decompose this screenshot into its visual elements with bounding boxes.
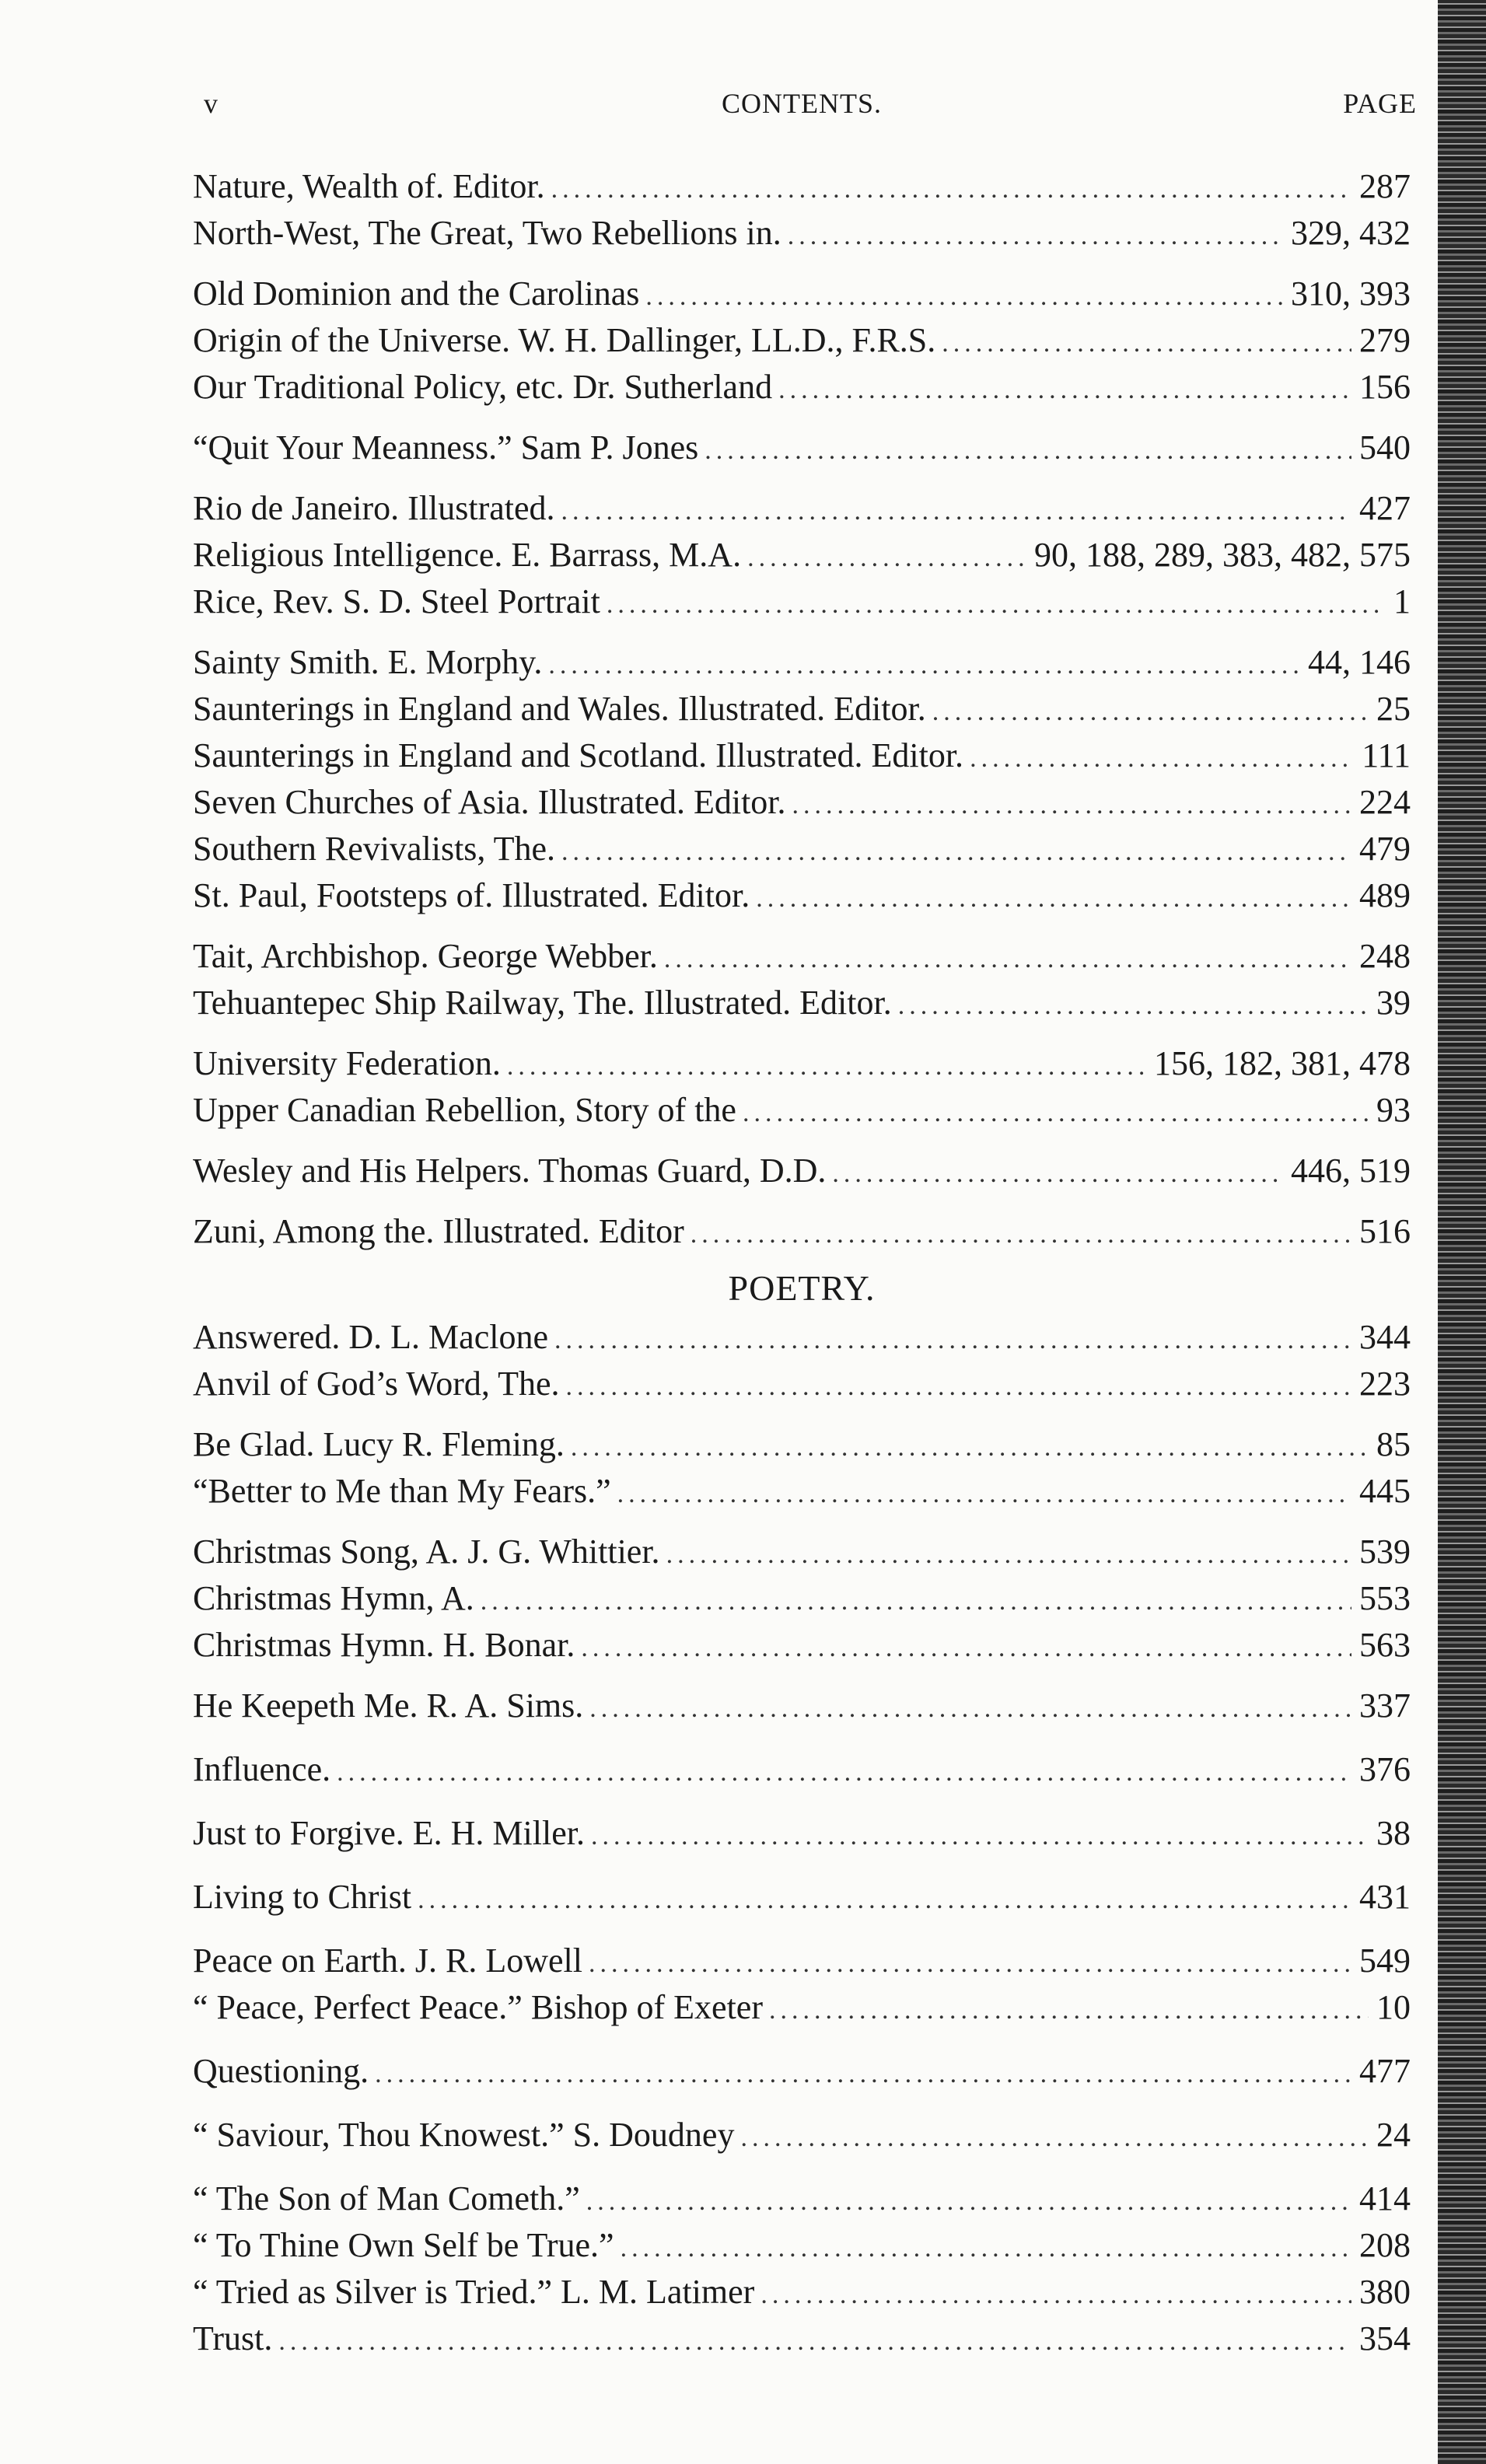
entry-title: Trust. — [193, 2315, 278, 2362]
contents-entry — [187, 364, 1417, 411]
entry-title: Southern Revivalists, The. — [193, 826, 561, 872]
entry-pages: 310, 393 — [1283, 271, 1411, 317]
page-header — [187, 87, 1417, 134]
entry-title: Christmas Hymn. H. Bonar. — [193, 1622, 581, 1669]
entry-title: Nature, Wealth of. Editor. — [193, 163, 551, 210]
entry-pages: 38 — [1369, 1810, 1411, 1857]
dot-leader — [645, 274, 1283, 320]
contents-entry — [187, 1148, 1417, 1194]
entry-title: Upper Canadian Rebellion, Story of the — [193, 1087, 743, 1134]
entry-title: Origin of the Universe. W. H. Dallinger, LL.D., F.R.S. — [193, 317, 942, 364]
contents-entry — [187, 1683, 1417, 1729]
entry-pages: 380 — [1351, 2269, 1411, 2315]
contents-entry — [187, 210, 1417, 257]
entry-pages: 1 — [1386, 578, 1411, 625]
dot-leader — [666, 1532, 1351, 1578]
entry-pages: 553 — [1351, 1575, 1411, 1622]
dot-leader — [278, 2319, 1351, 2365]
entry-title: Saunterings in England and Wales. Illustrated. Editor. — [193, 686, 932, 732]
dot-leader — [586, 2179, 1351, 2225]
page-title: CONTENTS. — [722, 88, 882, 119]
entry-pages: 10 — [1369, 1984, 1411, 2031]
dot-leader — [418, 1877, 1351, 1924]
dot-leader — [740, 2115, 1369, 2162]
entry-title: “ Peace, Perfect Peace.” Bishop of Exeter — [193, 1984, 769, 2031]
entry-title: Tait, Archbishop. George Webber. — [193, 933, 664, 980]
contents-entry — [187, 317, 1417, 364]
contents-entry — [187, 2112, 1417, 2158]
contents-entry — [187, 1529, 1417, 1575]
entry-title: Saunterings in England and Scotland. Illustrated. Editor. — [193, 732, 970, 779]
contents-entry — [187, 163, 1417, 210]
dot-leader — [337, 1749, 1351, 1796]
entry-title: Be Glad. Lucy R. Fleming. — [193, 1421, 571, 1468]
entry-title: Influence. — [193, 1746, 337, 1793]
contents-entry — [187, 2048, 1417, 2095]
entry-pages: 489 — [1351, 872, 1411, 919]
entry-title: “ Saviour, Thou Knowest.” S. Doudney — [193, 2112, 740, 2158]
entry-title: “ The Son of Man Cometh.” — [193, 2176, 586, 2222]
entry-pages: 344 — [1351, 1314, 1411, 1361]
entry-pages: 223 — [1351, 1361, 1411, 1407]
contents-entry — [187, 485, 1417, 532]
section-heading: POETRY. — [728, 1268, 876, 1308]
entry-pages: 414 — [1351, 2176, 1411, 2222]
contents-entry — [187, 732, 1417, 779]
entry-title: “Quit Your Meanness.” Sam P. Jones — [193, 425, 705, 471]
entry-title: Rice, Rev. S. D. Steel Portrait — [193, 578, 607, 625]
dot-leader — [589, 1686, 1351, 1732]
entry-pages: 446, 519 — [1283, 1148, 1411, 1194]
entry-pages: 479 — [1351, 826, 1411, 872]
contents-entry — [187, 425, 1417, 471]
dot-leader — [756, 876, 1351, 922]
entry-pages: 376 — [1351, 1746, 1411, 1793]
entry-pages: 539 — [1351, 1529, 1411, 1575]
dot-leader — [571, 1424, 1369, 1471]
dot-leader — [898, 983, 1369, 1029]
contents-entry — [187, 1208, 1417, 1255]
entry-title: Peace on Earth. J. R. Lowell — [193, 1938, 589, 1984]
entry-pages: 354 — [1351, 2315, 1411, 2362]
dot-leader — [561, 829, 1351, 876]
dot-leader — [581, 1625, 1351, 1672]
entry-pages: 85 — [1369, 1421, 1411, 1468]
dot-leader — [561, 488, 1351, 535]
entry-pages: 93 — [1369, 1087, 1411, 1134]
contents-entry — [187, 532, 1417, 578]
contents-entry — [187, 1810, 1417, 1857]
entry-pages: 44, 146 — [1300, 639, 1411, 686]
dot-leader — [932, 689, 1369, 736]
contents-entry — [187, 1087, 1417, 1134]
entry-title: Living to Christ — [193, 1874, 418, 1921]
contents-entry — [187, 1468, 1417, 1515]
entry-title: Wesley and His Helpers. Thomas Guard, D.D. — [193, 1148, 832, 1194]
book-edge-strip — [1438, 0, 1486, 2464]
dot-leader — [769, 1987, 1369, 2034]
dot-leader — [621, 2225, 1351, 2272]
contents-entry — [187, 1984, 1417, 2031]
entry-pages: 248 — [1351, 933, 1411, 980]
dot-leader — [507, 1043, 1146, 1090]
entry-title: He Keepeth Me. R. A. Sims. — [193, 1683, 589, 1729]
contents-entry — [187, 980, 1417, 1026]
entry-title: Just to Forgive. E. H. Miller. — [193, 1810, 591, 1857]
contents-entry — [187, 933, 1417, 980]
entry-pages: 24 — [1369, 2112, 1411, 2158]
entry-pages: 540 — [1351, 425, 1411, 471]
entry-title: University Federation. — [193, 1040, 507, 1087]
entry-title: North-West, The Great, Two Rebellions in. — [193, 210, 788, 257]
entry-title: Rio de Janeiro. Illustrated. — [193, 485, 561, 532]
entry-title: Zuni, Among the. Illustrated. Editor — [193, 1208, 691, 1255]
entry-title: Anvil of God’s Word, The. — [193, 1361, 565, 1407]
entry-pages: 208 — [1351, 2222, 1411, 2269]
dot-leader — [788, 213, 1283, 260]
entry-pages: 516 — [1351, 1208, 1411, 1255]
contents-entry — [187, 1040, 1417, 1087]
contents-page — [187, 0, 1417, 2464]
entry-pages: 156, 182, 381, 478 — [1146, 1040, 1411, 1087]
contents-entry — [187, 1746, 1417, 1793]
page-number-roman: v — [204, 88, 218, 119]
contents-entry — [187, 2315, 1417, 2362]
page-column-label: PAGE — [1343, 88, 1417, 119]
entry-pages: 111 — [1354, 732, 1411, 779]
contents-entry — [187, 578, 1417, 625]
contents-list — [187, 163, 1417, 2362]
contents-entry — [187, 1575, 1417, 1622]
dot-leader — [617, 1471, 1351, 1518]
entry-pages: 477 — [1351, 2048, 1411, 2095]
entry-pages: 329, 432 — [1283, 210, 1411, 257]
entry-title: Answered. D. L. Maclone — [193, 1314, 554, 1361]
entry-pages: 337 — [1351, 1683, 1411, 1729]
entry-title: Christmas Hymn, A. — [193, 1575, 481, 1622]
entry-title: Old Dominion and the Carolinas — [193, 271, 645, 317]
contents-entry — [187, 779, 1417, 826]
contents-entry — [187, 1874, 1417, 1921]
contents-entry — [187, 2222, 1417, 2269]
entry-title: Sainty Smith. E. Morphy. — [193, 639, 548, 686]
contents-entry — [187, 1314, 1417, 1361]
entry-title: Seven Churches of Asia. Illustrated. Editor. — [193, 779, 792, 826]
dot-leader — [591, 1813, 1369, 1860]
contents-entry — [187, 1421, 1417, 1468]
dot-leader — [970, 736, 1354, 782]
dot-leader — [554, 1317, 1351, 1364]
contents-entry — [187, 1622, 1417, 1669]
entry-title: “Better to Me than My Fears.” — [193, 1468, 617, 1515]
dot-leader — [778, 367, 1351, 414]
entry-title: Questioning. — [193, 2048, 375, 2095]
dot-leader — [481, 1578, 1351, 1625]
entry-pages: 427 — [1351, 485, 1411, 532]
dot-leader — [589, 1941, 1351, 1987]
contents-entry — [187, 826, 1417, 872]
entry-title: St. Paul, Footsteps of. Illustrated. Editor. — [193, 872, 756, 919]
contents-entry — [187, 2176, 1417, 2222]
dot-leader — [664, 936, 1351, 983]
dot-leader — [760, 2272, 1351, 2319]
dot-leader — [607, 582, 1386, 628]
dot-leader — [705, 428, 1351, 474]
contents-entry — [187, 639, 1417, 686]
contents-entry — [187, 872, 1417, 919]
entry-title: Christmas Song, A. J. G. Whittier. — [193, 1529, 666, 1575]
entry-pages: 90, 188, 289, 383, 482, 575 — [1026, 532, 1411, 578]
entry-pages: 549 — [1351, 1938, 1411, 1984]
entry-title: Religious Intelligence. E. Barrass, M.A. — [193, 532, 747, 578]
dot-leader — [548, 642, 1300, 689]
entry-title: “ To Thine Own Self be True.” — [193, 2222, 621, 2269]
contents-entry — [187, 1361, 1417, 1407]
entry-pages: 39 — [1369, 980, 1411, 1026]
contents-entry — [187, 2269, 1417, 2315]
entry-pages: 287 — [1351, 163, 1411, 210]
entry-pages: 25 — [1369, 686, 1411, 732]
entry-pages: 156 — [1351, 364, 1411, 411]
entry-title: “ Tried as Silver is Tried.” L. M. Latimer — [193, 2269, 760, 2315]
entry-pages: 224 — [1351, 779, 1411, 826]
entry-pages: 445 — [1351, 1468, 1411, 1515]
contents-entry — [187, 686, 1417, 732]
dot-leader — [942, 320, 1351, 367]
dot-leader — [551, 166, 1351, 213]
dot-leader — [375, 2051, 1351, 2098]
entry-pages: 279 — [1351, 317, 1411, 364]
entry-title: Our Traditional Policy, etc. Dr. Sutherland — [193, 364, 778, 411]
dot-leader — [832, 1151, 1283, 1197]
entry-pages: 563 — [1351, 1622, 1411, 1669]
dot-leader — [691, 1211, 1351, 1258]
dot-leader — [792, 782, 1351, 829]
dot-leader — [743, 1090, 1369, 1137]
dot-leader — [747, 535, 1026, 582]
contents-entry — [187, 271, 1417, 317]
contents-entry — [187, 1938, 1417, 1984]
entry-title: Tehuantepec Ship Railway, The. Illustrated. Editor. — [193, 980, 898, 1026]
entry-pages: 431 — [1351, 1874, 1411, 1921]
dot-leader — [565, 1364, 1351, 1410]
